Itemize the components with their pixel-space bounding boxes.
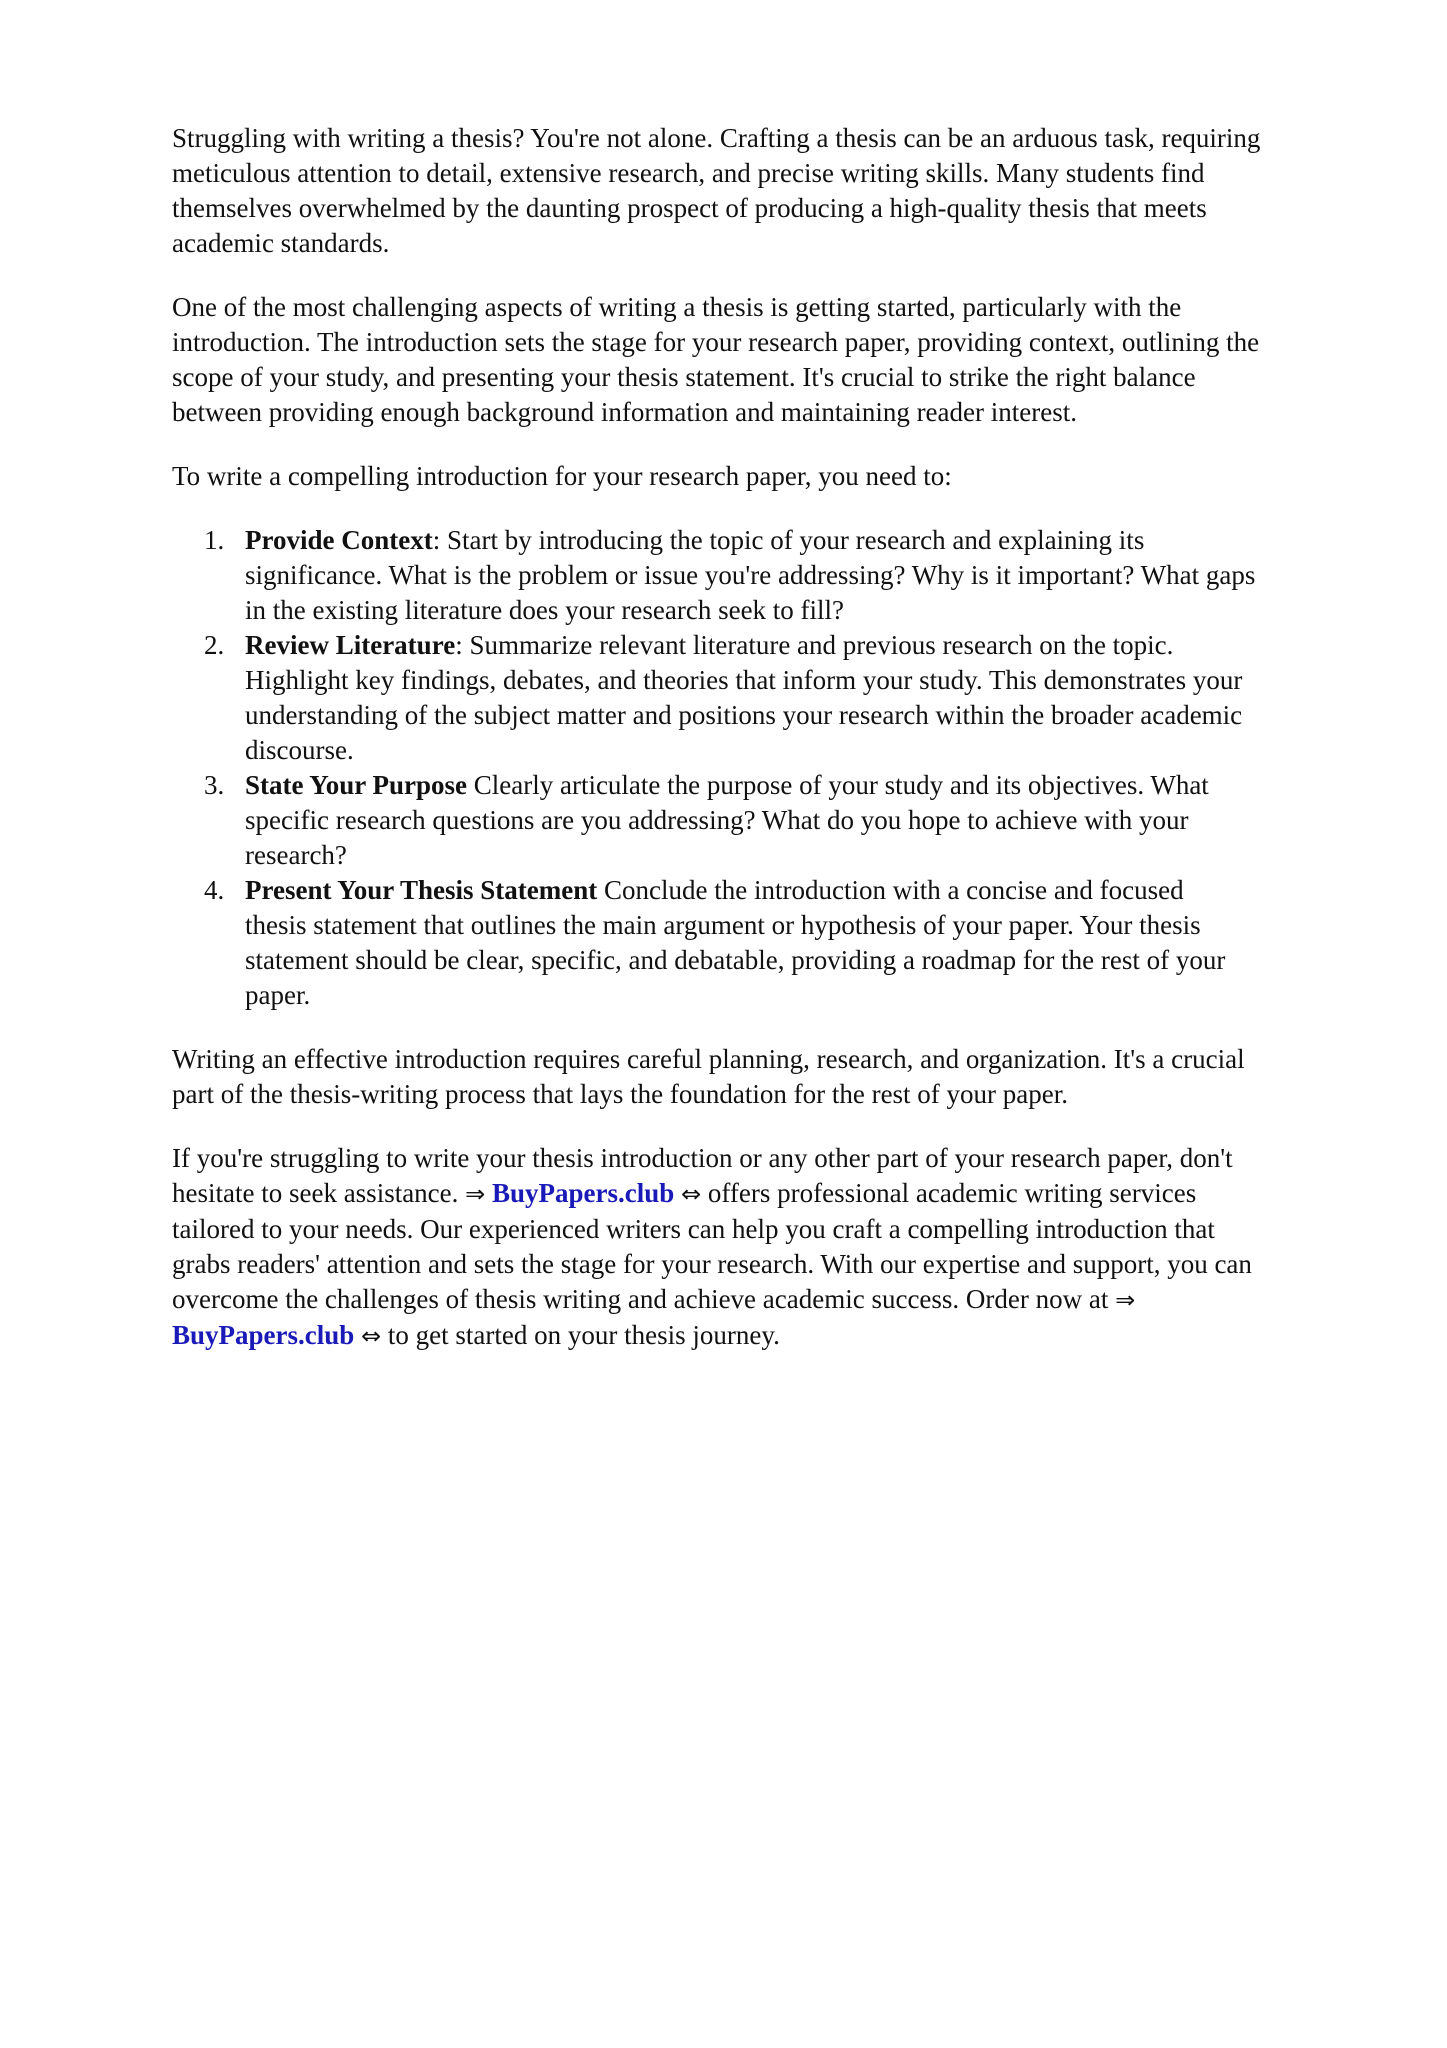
text-line: in the existing literature does your research seek to fill? <box>245 595 845 625</box>
text-line: Highlight key findings, debates, and theories that inform your study. This demonstrates your <box>245 665 1243 695</box>
text-line: Writing an effective introduction requires careful planning, research, and organization. It's a crucial <box>172 1044 1245 1074</box>
text-line: paper. <box>245 980 311 1010</box>
paragraph-intro <box>172 121 1372 261</box>
arrow-both-icon: ⇔ <box>361 1322 382 1350</box>
list-item-thesis-statement: 4. Present Your Thesis Statement Conclude the introduction with a concise and focused thesis statement that outlines the main argument or hypothesis of your paper. Your thesis statement should be clear, specific, and debatable, providing a roadmap for the rest of your paper. <box>172 873 1372 1013</box>
text-line: To write a compelling introduction for your research paper, you need to: <box>172 461 952 491</box>
text-line: tailored to your needs. Our experienced writers can help you craft a compelling introduction that <box>172 1214 1215 1244</box>
list-item-title: Present Your Thesis Statement <box>245 875 598 905</box>
list-number: 1. <box>204 525 225 555</box>
text-line: between providing enough background information and maintaining reader interest. <box>172 397 1077 427</box>
list-item-provide-context: 1. Provide Context: Start by introducing the topic of your research and explaining its significance. What is the problem or issue you're addressing? Why is it important? What gaps in the existing literature does your research seek to fill? <box>172 523 1372 628</box>
arrow-right-icon: ⇒ <box>1115 1286 1136 1314</box>
text-line: Struggling with writing a thesis? You're not alone. Crafting a thesis can be an arduous task, requiring <box>172 123 1261 153</box>
list-item-title: Review Literature <box>245 630 456 660</box>
text-line: scope of your study, and presenting your thesis statement. It's crucial to strike the right balance <box>172 362 1196 392</box>
buypapers-link-2[interactable]: BuyPapers.club <box>172 1320 355 1350</box>
paragraph-summary <box>172 1042 1372 1112</box>
text-line: statement should be clear, specific, and debatable, providing a roadmap for the rest of your <box>245 945 1226 975</box>
paragraph-list-intro <box>172 459 1372 494</box>
arrow-right-icon: ⇒ <box>465 1180 486 1208</box>
paragraph-promo: If you're struggling to write your thesis introduction or any other part of your research paper, don't hesitate to seek assistance. ⇒ BuyPapers.club ⇔ offers professional academic writing services tailored to your needs. Our experienced writers can help you craft a compelling introduction that grabs readers' attention and sets the stage for your research. With our expertise and support, you can overcome the challenges of thesis writing and achieve academic success. Order now at ⇒ BuyPapers.club ⇔ to get started on your thesis journey. <box>172 1141 1372 1354</box>
text-line: discourse. <box>245 735 354 765</box>
list-item-title: Provide Context <box>245 525 433 555</box>
list-number: 4. <box>204 875 225 905</box>
list-item-review-literature: 2. Review Literature: Summarize relevant literature and previous research on the topic. Highlight key findings, debates, and theories that inform your study. This demonstrates your understanding of the subject matter and positions your research within the broader academic discourse. <box>172 628 1372 768</box>
document-page <box>172 121 1372 1383</box>
list-item-title: State Your Purpose <box>245 770 467 800</box>
buypapers-link[interactable]: BuyPapers.club <box>492 1178 675 1208</box>
text-line: grabs readers' attention and sets the stage for your research. With our expertise and support, you can <box>172 1249 1252 1279</box>
list-number: 3. <box>204 770 225 800</box>
text-line: specific research questions are you addressing? What do you hope to achieve with your <box>245 805 1189 835</box>
text-line: academic standards. <box>172 228 390 258</box>
steps-list <box>172 523 1372 1013</box>
text-line: part of the thesis-writing process that lays the foundation for the rest of your paper. <box>172 1079 1069 1109</box>
text-line: research? <box>245 840 347 870</box>
arrow-both-icon: ⇔ <box>681 1180 702 1208</box>
text-line: significance. What is the problem or issue you're addressing? Why is it important? What gaps <box>245 560 1256 590</box>
text-line: If you're struggling to write your thesis introduction or any other part of your research paper, don't <box>172 1143 1233 1173</box>
paragraph-challenge <box>172 290 1372 430</box>
list-number: 2. <box>204 630 225 660</box>
text-line: meticulous attention to detail, extensive research, and precise writing skills. Many students find <box>172 158 1205 188</box>
text-line: One of the most challenging aspects of writing a thesis is getting started, particularly with the <box>172 292 1182 322</box>
list-item-state-purpose: 3. State Your Purpose Clearly articulate the purpose of your study and its objectives. What specific research questions are you addressing? What do you hope to achieve with your research? <box>172 768 1372 873</box>
text-line: themselves overwhelmed by the daunting prospect of producing a high-quality thesis that meets <box>172 193 1207 223</box>
text-line: understanding of the subject matter and positions your research within the broader academic <box>245 700 1243 730</box>
text-line: thesis statement that outlines the main argument or hypothesis of your paper. Your thesis <box>245 910 1201 940</box>
text-line: introduction. The introduction sets the stage for your research paper, providing context, outlining the <box>172 327 1260 357</box>
